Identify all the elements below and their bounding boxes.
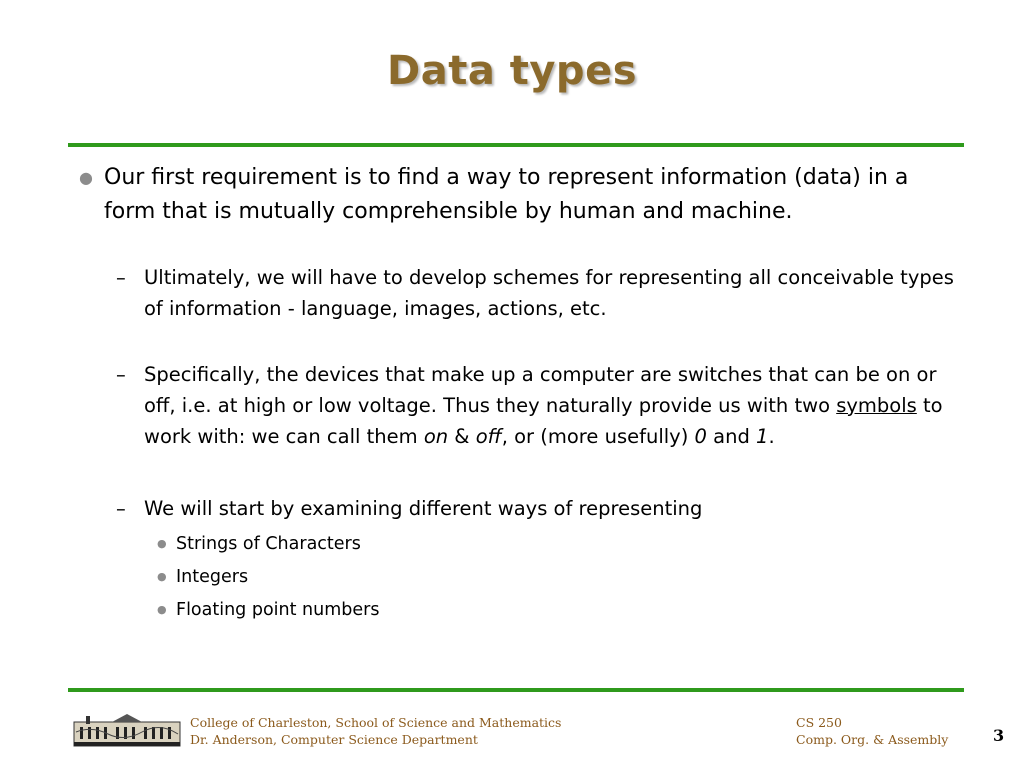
footer-author: Dr. Anderson, Computer Science Department <box>190 732 478 747</box>
bullet-icon: ● <box>157 603 167 616</box>
footer-institution <box>190 714 561 748</box>
list-item <box>157 597 876 623</box>
title-divider <box>68 143 964 147</box>
footer-college: College of Charleston, School of Science and Mathematics <box>190 715 562 730</box>
bullet-icon: ● <box>79 168 93 187</box>
symbols-underlined: symbols <box>836 394 917 417</box>
main-bullet <box>79 161 954 229</box>
one-italic: 1 <box>756 425 769 448</box>
list-item <box>157 564 876 590</box>
dash-icon: – <box>116 363 126 386</box>
page-number: 3 <box>993 726 1005 745</box>
list-item-text: Strings of Characters <box>176 534 361 554</box>
main-bullet-text: Our first requirement is to find a way to represent information (data) in a form that is mutually comprehensible by human and machine. <box>104 165 909 224</box>
sub-bullet-2 <box>116 359 954 452</box>
sub-bullet-1-text: Ultimately, we will have to develop schemes for representing all conceivable types of information - language, images, actions, etc. <box>144 266 954 320</box>
off-italic: off <box>475 425 502 448</box>
on-italic: on <box>423 425 449 448</box>
dash-icon: – <box>116 266 126 289</box>
sub-bullet-3 <box>116 493 954 524</box>
footer-course <box>796 714 948 748</box>
sub-bullet-1 <box>116 262 954 324</box>
list-item-text: Integers <box>176 567 249 587</box>
college-logo-icon <box>72 712 182 750</box>
footer-course-name: Comp. Org. & Assembly <box>796 732 949 747</box>
bullet-icon: ● <box>157 537 167 550</box>
sub-bullet-3-text: We will start by examining different ways of representing <box>144 497 703 520</box>
list-item-text: Floating point numbers <box>176 600 380 620</box>
footer-divider <box>68 688 964 692</box>
bullet-icon: ● <box>157 570 167 583</box>
slide-title: Data types <box>387 48 637 94</box>
zero-italic: 0 <box>694 425 707 448</box>
footer-course-code: CS 250 <box>796 715 842 730</box>
list-item <box>157 531 876 557</box>
dash-icon: – <box>116 497 126 520</box>
sub-bullet-2-text: Specifically, the devices that make up a computer are switches that can be on or off, i.e. at high or low voltage. Thus they naturally provide us with two symbols to work with: we can call them on & off, or (more usefully) 0 and 1. <box>144 363 943 448</box>
